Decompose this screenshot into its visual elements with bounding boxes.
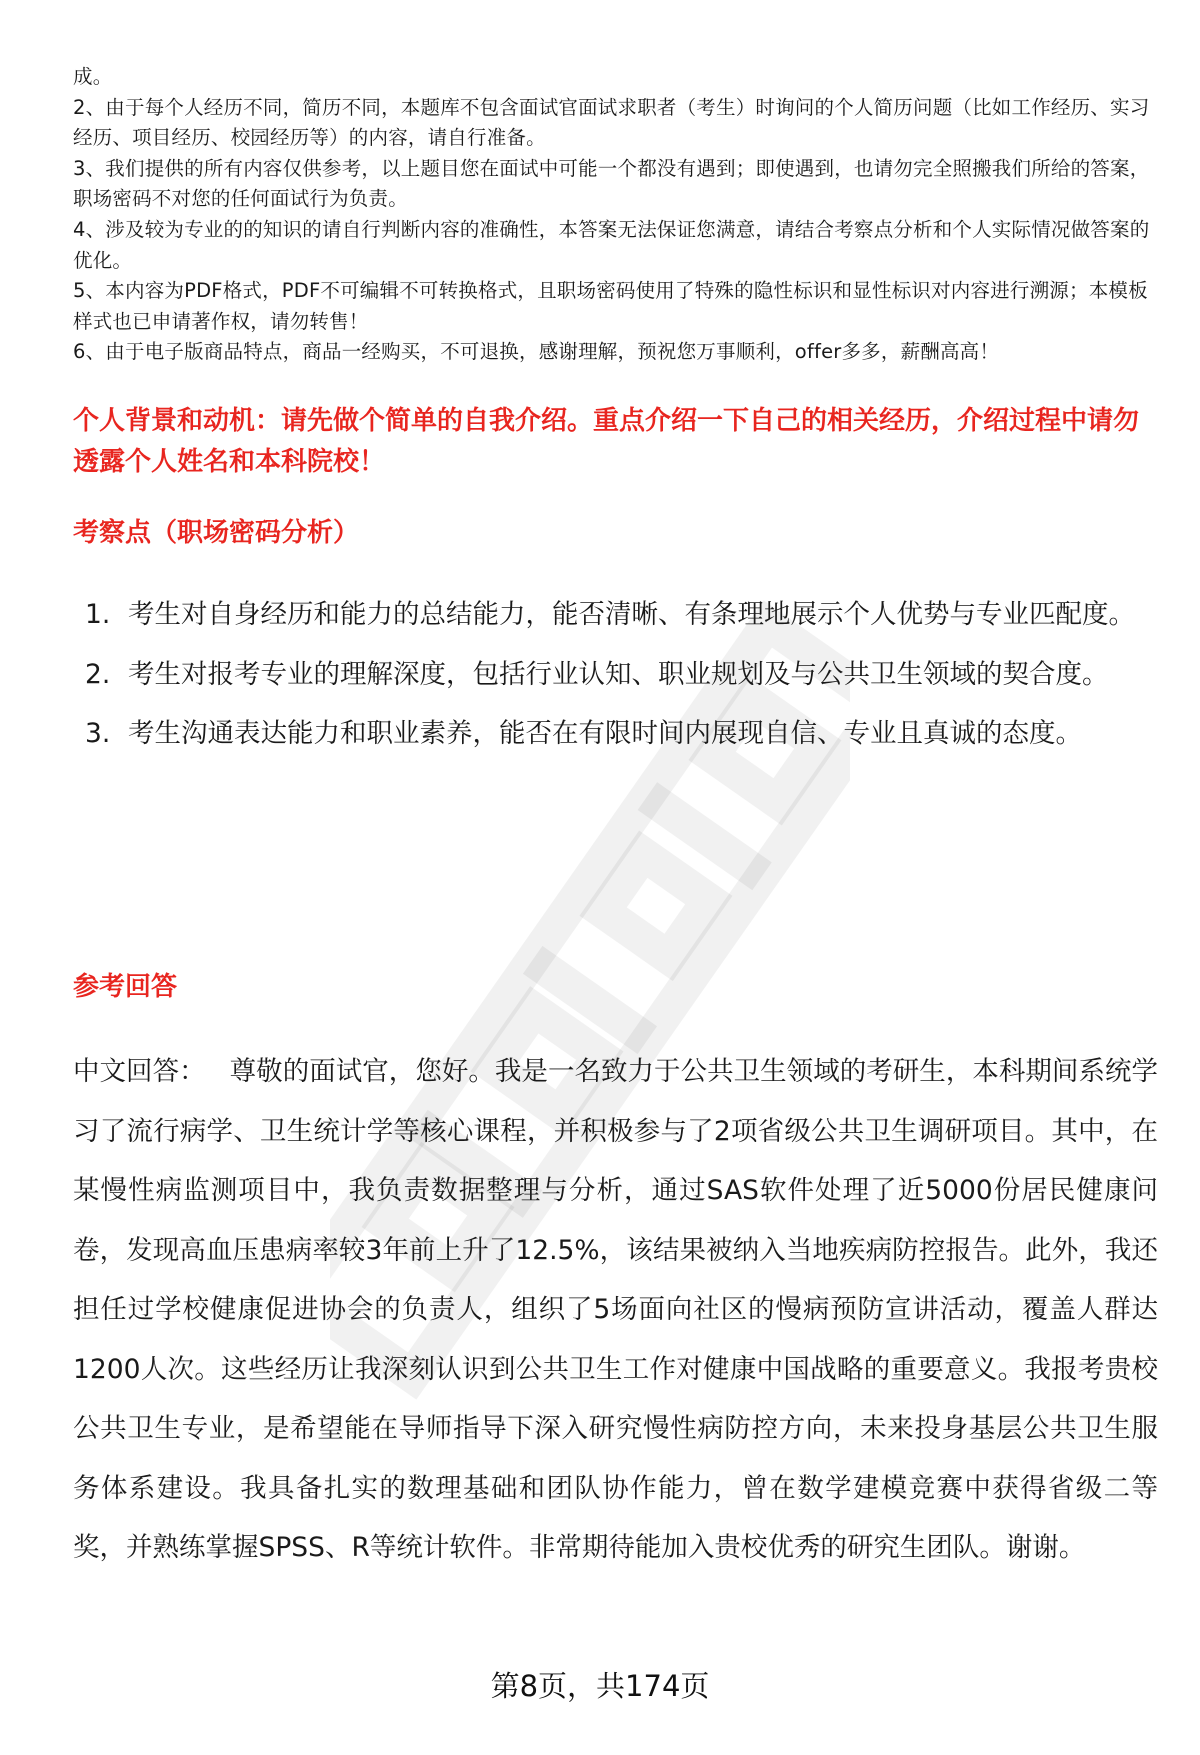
note-line: 6、由于电子版商品特点，商品一经购买，不可退换，感谢理解，预祝您万事顺利，offer多多，薪酬高高！ — [73, 340, 1000, 364]
question-title: 个人背景和动机：请先做个简单的自我介绍。重点介绍一下自己的相关经历，介绍过程中请勿透露个人姓名和本科院校！ — [73, 406, 1140, 477]
key-points-heading: 考察点（职场密码分析） — [73, 518, 360, 548]
note-line: 成。 — [73, 65, 113, 88]
reference-answer — [73, 1042, 1158, 1578]
reference-answer-heading: 参考回答 — [73, 972, 178, 1002]
list-item — [73, 645, 1163, 705]
page-number: 第8页，共174页 — [490, 1669, 710, 1703]
list-item-text: 考生对报考专业的理解深度，包括行业认知、职业规划及与公共卫生领域的契合度。 — [128, 658, 1109, 690]
list-item-number: 3. — [85, 718, 111, 749]
note-line: 5、本内容为PDF格式，PDF不可编辑不可转换格式，且职场密码使用了特殊的隐性标识和显性标识对内容进行溯源；本模板样式也已申请著作权，请勿转售！ — [73, 279, 1148, 333]
note-line: 2、由于每个人经历不同，简历不同，本题库不包含面试官面试求职者（考生）时询问的个人简历问题（比如工作经历、实习经历、项目经历、校园经历等）的内容，请自行准备。 — [73, 95, 1150, 150]
list-item-number: 2. — [85, 658, 111, 690]
list-item-text: 考生沟通表达能力和职业素养，能否在有限时间内展现自信、专业且真诚的态度。 — [128, 718, 1082, 749]
note-line: 3、我们提供的所有内容仅供参考，以上题目您在面试中可能一个都没有遇到；即使遇到，也请勿完全照搬我们所给的答案，职场密码不对您的任何面试行为负责。 — [73, 156, 1150, 211]
answer-body: 尊敬的面试官，您好。我是一名致力于公共卫生领域的考研生，本科期间系统学习了流行病学、卫生统计学等核心课程，并积极参与了2项省级公共卫生调研项目。其中，在某慢性病监测项目中，我负责数据整理与分析，通过SAS软件处理了近5000份居民健康问卷，发现高血压患病率较3年前上升了12.5%，该结果被纳入当地疾病防控报告。此外，我还担任过学校健康促进协会的负责人，组织了5场面向社区的慢病预防宣讲活动，覆盖人群达1200人次。这些经历让我深刻认识到公共卫生工作对健康中国战略的重要意义。我报考贵校公共卫生专业，是希望能在导师指导下深入研究慢性病防控方向，未来投身基层公共卫生服务体系建设。我具备扎实的数理基础和团队协作能力，曾在数学建模竞赛中获得省级二等奖，并熟练掌握SPSS、R等统计软件。非常期待能加入贵校优秀的研究生团队。谢谢。 — [73, 1056, 1159, 1563]
answer-lead-label: 中文回答： — [73, 1056, 206, 1087]
list-item-number: 1. — [85, 599, 111, 630]
note-line: 4、涉及较为专业的的知识的请自行判断内容的准确性，本答案无法保证您满意，请结合考察点分析和个人实际情况做答案的优化。 — [73, 217, 1150, 272]
key-points-list — [73, 585, 1163, 764]
disclaimer-notes — [73, 62, 1153, 368]
list-item — [73, 585, 1163, 645]
list-item — [73, 704, 1163, 764]
list-item-text: 考生对自身经历和能力的总结能力，能否清晰、有条理地展示个人优势与专业匹配度。 — [128, 599, 1135, 630]
